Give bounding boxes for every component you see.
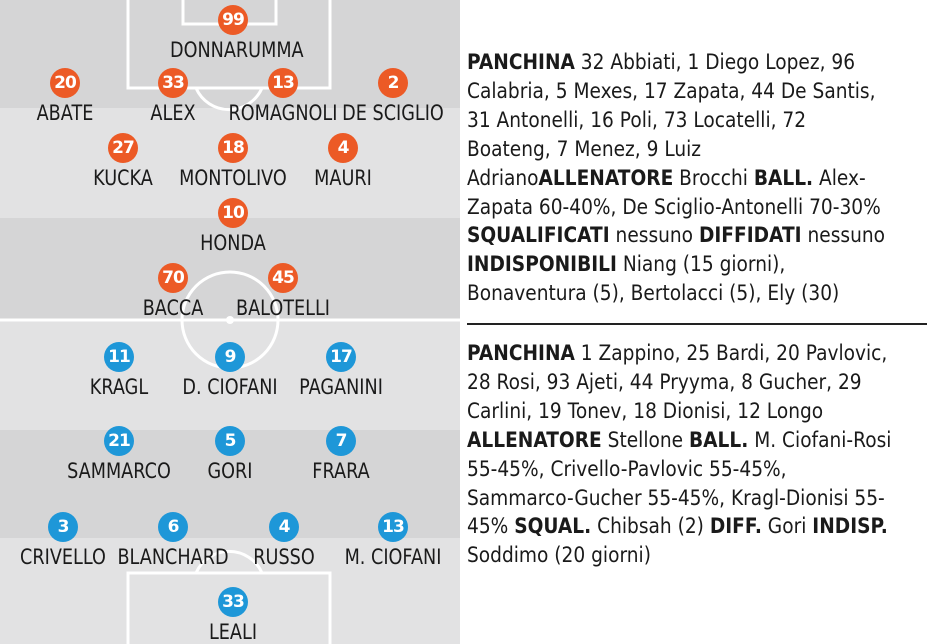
player-mauri (268, 133, 418, 190)
player-number: 13 (268, 68, 298, 98)
panchina-text: 1 Zappino, 25 Bardi, 20 Pavlovic, 28 Rosi, 93 Ajeti, 44 Pryyma, 8 Gucher, 29 Carlini, 19 Tonev, 18 Dionisi, 12 Longo (467, 341, 888, 423)
ball-label: BALL. (753, 165, 814, 190)
player-number: 99 (218, 5, 248, 35)
player-name: MONTOLIVO (179, 166, 287, 190)
player-name: SAMMARCO (67, 459, 171, 483)
player-name: HONDA (200, 231, 266, 255)
diff-text: Gori (761, 514, 813, 539)
squalificati-text: nessuno (609, 223, 699, 248)
separator-line (467, 323, 927, 325)
player-name: BALOTELLI (235, 296, 331, 320)
player-honda (158, 198, 308, 255)
indisp-text: Soddimo (20 giorni) (467, 543, 651, 568)
player-number: 33 (218, 587, 248, 617)
pitch (0, 0, 460, 644)
panchina-label: PANCHINA (467, 341, 575, 365)
player-name: KRAGL (89, 375, 149, 399)
indisp-label: INDISP. (812, 514, 888, 539)
player-number: 4 (328, 133, 358, 163)
player-name: BLANCHARD (117, 545, 229, 569)
player-number: 33 (158, 68, 188, 98)
player-name: PAGANINI (299, 375, 383, 399)
allenatore-label: ALLENATORE (467, 427, 602, 452)
player-name: BACCA (142, 296, 204, 320)
player-number: 11 (104, 342, 134, 372)
diffidati-label: DIFFIDATI (698, 223, 802, 248)
player-number: 2 (378, 68, 408, 98)
player-name: D. CIOFANI (182, 375, 278, 399)
player-number: 3 (48, 512, 78, 542)
player-name: GORI (207, 459, 253, 483)
player-name: M. CIOFANI (344, 545, 442, 569)
player-name: RUSSO (253, 545, 315, 569)
player-name: FRARA (312, 459, 370, 483)
player-name: ROMAGNOLI (228, 101, 338, 125)
ball-label: BALL. (688, 427, 749, 452)
player-donnarumma (158, 5, 308, 62)
player-number: 18 (218, 133, 248, 163)
diffidati-text: nessuno (801, 223, 886, 248)
player-number: 21 (104, 426, 134, 456)
match-info-panel (460, 0, 943, 644)
squalificati-label: SQUALIFICATI (467, 223, 610, 248)
player-number: 5 (215, 426, 245, 456)
player-number: 20 (50, 68, 80, 98)
player-name: DE SCIGLIO (342, 101, 444, 125)
player-name: ABATE (36, 101, 94, 125)
player-number: 4 (269, 512, 299, 542)
player-name: LEALI (208, 620, 258, 644)
ball-text: Alex-Zapata 60-40%, De Sciglio-Antonelli 70-30% (467, 165, 881, 219)
indisponibili-label: INDISPONIBILI (467, 252, 617, 277)
player-number: 13 (378, 512, 408, 542)
player-number: 45 (268, 263, 298, 293)
ball-text: M. Ciofani-Rosi 55-45%, Crivello-Pavlovic 55-45%, Sammarco-Gucher 55-45%, Kragl-Dionisi 55-45% (467, 427, 892, 539)
player-leali (158, 587, 308, 644)
player-de-sciglio (318, 68, 460, 125)
player-paganini (266, 342, 416, 399)
player-balotelli (208, 263, 358, 320)
player-number: 6 (158, 512, 188, 542)
player-number: 70 (158, 263, 188, 293)
player-number: 9 (215, 342, 245, 372)
team-top-info (467, 48, 892, 308)
panchina-label: PANCHINA (467, 50, 575, 74)
player-number: 27 (108, 133, 138, 163)
indisponibili-text: Niang (15 giorni), Bonaventura (5), Bertolacci (5), Ely (30) (467, 252, 840, 306)
player-number: 17 (326, 342, 356, 372)
player-name: CRIVELLO (20, 545, 106, 569)
player-name: MAURI (314, 166, 372, 190)
player-m-ciofani (318, 512, 460, 569)
panchina-text: 32 Abbiati, 1 Diego Lopez, 96 Calabria, 5 Mexes, 17 Zapata, 44 De Santis, 31 Antonelli, 16 Poli, 73 Locatelli, 72 Boateng, 7 Menez, 9 Luiz Adriano (467, 50, 876, 190)
allenatore-text: Stellone (601, 427, 689, 452)
player-name: ALEX (150, 101, 196, 125)
squal-label: SQUAL. (514, 514, 592, 539)
player-name: DONNARUMMA (170, 38, 304, 62)
squal-text: Chibsah (2) (591, 514, 710, 539)
player-frara (266, 426, 416, 483)
player-number: 7 (326, 426, 356, 456)
team-bottom-info (467, 339, 892, 570)
player-name: KUCKA (93, 166, 153, 190)
allenatore-text: Brocchi (673, 165, 754, 190)
allenatore-label: ALLENATORE (538, 165, 674, 190)
player-number: 10 (218, 198, 248, 228)
diff-label: DIFF. (709, 514, 762, 539)
